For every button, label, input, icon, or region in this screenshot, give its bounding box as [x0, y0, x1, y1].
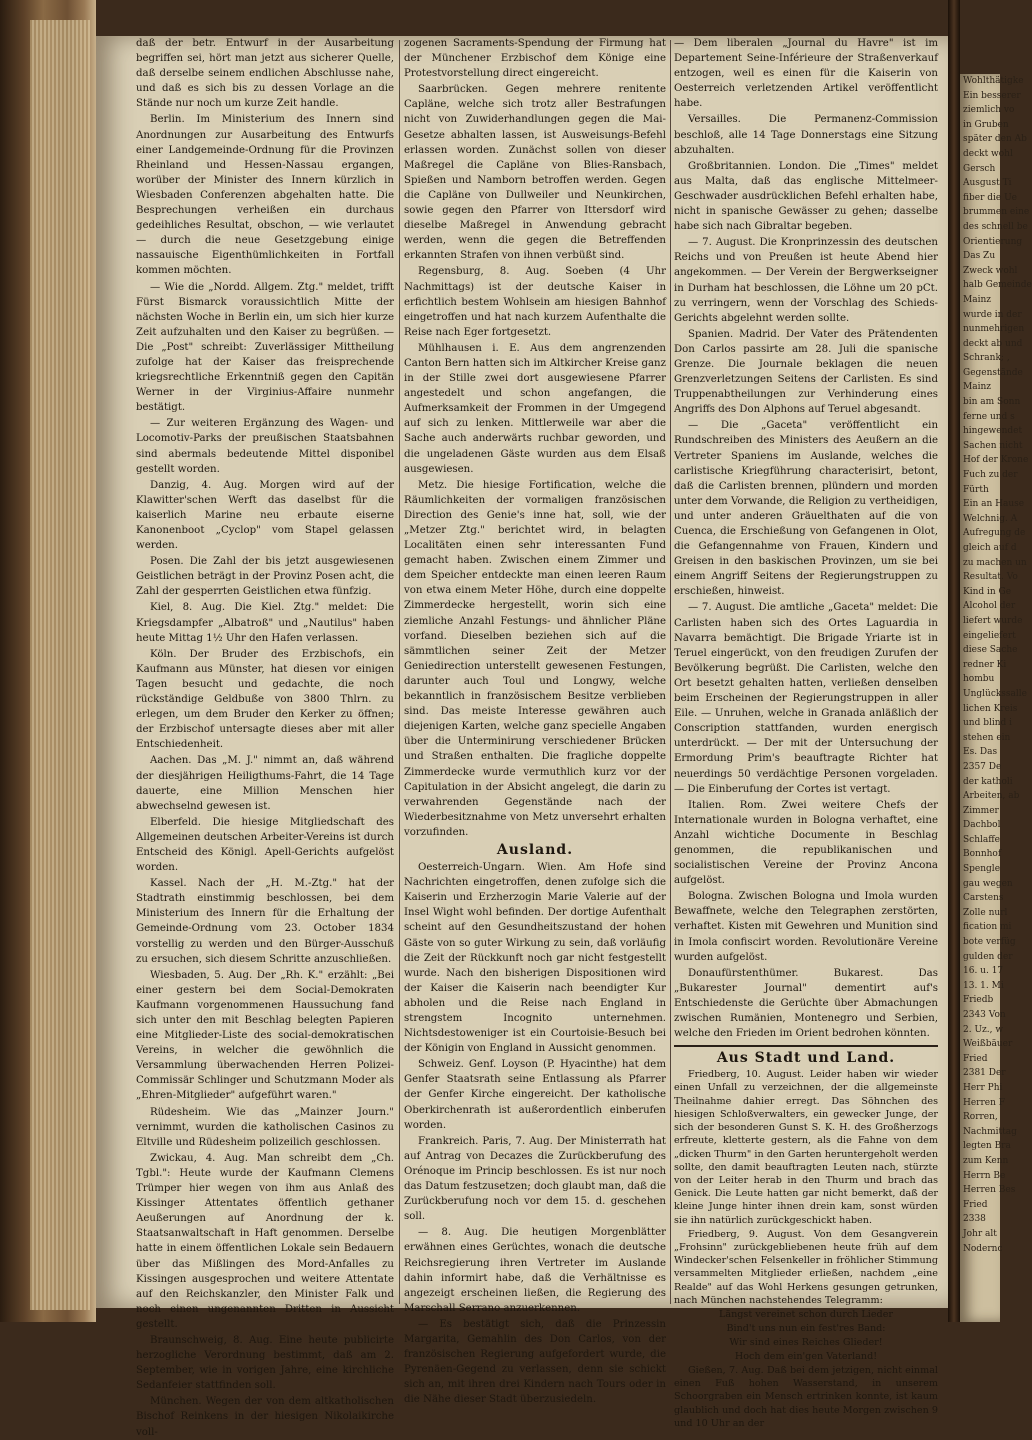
adjacent-page-line: Es. Das — [963, 747, 998, 758]
column-3 — [674, 36, 938, 1429]
column-1 — [136, 36, 394, 1438]
adjacent-page-line: hingewendet — [963, 426, 1023, 437]
adjacent-page-line: Arbeiten, ab — [963, 791, 1020, 802]
article: Regensburg, 8. Aug. Soeben (4 Uhr Nachmittags) ist der deutsche Kaiser in erfichtlich bestem Wohlsein am hiesigen Bahnhof eingetroffen und hat nach kurzem Aufenthalte die Reise nach Eger fortgesetzt. — [404, 266, 666, 338]
section-heading-ausland: Ausland. — [496, 841, 574, 858]
adjacent-page-line: zu machen un — [963, 557, 1027, 568]
adjacent-page-line: brummen eine — [963, 207, 1030, 218]
article: Berlin. Im Ministerium des Innern sind Anordnungen zur Ausarbeitung des Entwurfs einer Landgemeinde-Ordnung für die Provinzen Rheinland und Hessen-Nassau ergangen, worüber der Minister des Innern kürzlich in Wiesbaden Conferenzen abgehalten hatte. Die Besprechungen verheißen ein durchaus gedeihliches Resultat, obschon, — wie verlautet — durch die neue Gesetzgebung einige nassauische Eigenthümlichkeiten in Fortfall kommen möchten. — [136, 114, 394, 277]
adjacent-page-line: gau wegen — [963, 878, 1013, 889]
article: zogenen Sacraments-Spendung der Firmung hat der Münchener Erzbischof dem Könige eine Protestvorstellung direct eingereicht. — [404, 38, 666, 80]
adjacent-page-line: Das Zu — [963, 251, 996, 262]
article: Metz. Die hiesige Fortification, welche die Räumlichkeiten der vormaligen französischen Direction des Genie's inne hat, soll, wie der „Metzer Ztg." berichtet wird, in belagten Localitäten einen sehr interessanten Fund gemacht haben. Zwischen einem Zimmer und dem Speicher entdeckte man einen leeren Raum von etwa einem Meter Höhe, durch eine doppelte Zimmerdecke hergestellt, worin sich eine ziemliche Anzahl Festungs- und ähnlicher Pläne vorfand. Dieselben beziehen sich auf die sämmtlichen seiner Zeit der Metzer Geniedirection unterstellt gewesenen Festungen, darunter auch Toul und Longwy, welche bekanntlich in französischem Besitze verblieben sind. Das meiste Interesse gewähren auch diejenigen Karten, welche ganz specielle Angaben über die Unterminirung verschiedener Brücken und Straßen enthalten. Die fragliche doppelte Zimmerdecke wurde vermuthlich kurz vor der Capitulation in der Absicht angelegt, die darin zu verwahrenden Gegenstände nach der Wiederbesitznahme von Metz unversehrt erhalten vorzufinden. — [404, 479, 666, 838]
adjacent-page-line: 2343 Von — [963, 1010, 1006, 1020]
adjacent-page-line: Zimmer — [963, 805, 999, 816]
article: Versailles. Die Permanenz-Commission beschloß, alle 14 Tage Donnerstags eine Sitzung abzuhalten. — [674, 114, 938, 156]
adjacent-page-line: fication mi — [963, 922, 1012, 933]
adjacent-page-line: Resultat. Vo — [963, 572, 1018, 583]
section-divider — [674, 1045, 938, 1047]
article: Elberfeld. Die hiesige Mitgliedschaft des Allgemeinen deutschen Arbeiter-Vereins ist durch Entscheid des Königl. Apell-Gerichts aufgelöst worden. — [136, 816, 394, 874]
adjacent-page-line: Friedb — [963, 995, 994, 1006]
adjacent-page-line: Nodernc — [963, 1243, 1003, 1254]
article: Köln. Der Bruder des Erzbischofs, ein Kaufmann aus Münster, hat diesen vor einigen Tagen besucht und gedachte, die noch rückständige Geldbuße von 3800 Thlrn. zu erlegen, um dem Bruder den Kerker zu öffnen; der Erzbischof untersagte dieses aber mit aller Entschiedenheit. — [136, 648, 394, 751]
poem-line: Wir sind eines Reiches Glieder! — [729, 1336, 883, 1348]
adjacent-page-line: fiber die Ue — [963, 192, 1017, 203]
article: Spanien. Madrid. Der Vater des Prätendenten Don Carlos passirte am 28. Juli die spanische Grenze. Die Journale beklagen die neuen Grenzverletzungen Seitens der Carlisten. Es sind Truppenabtheilungen zur Verhinderung eines Angriffs des Don Alphons auf Teruel abgesandt. — [674, 328, 938, 416]
adjacent-page-line: liefert wurde — [963, 615, 1023, 626]
adjacent-page-line: 2338 — [963, 1214, 986, 1225]
adjacent-page-fragment — [960, 74, 1032, 1322]
article: Zwickau, 4. Aug. Man schreibt dem „Ch. Tgbl.": Heute wurde der Kaufmann Clemens Trümper hier wegen von ihm aus Anlaß des Kissinger Attentates öffentlich gethaner Aeußerungen auf Anordnung der k. Staatsanwaltschaft in Haft genommen. Derselbe hatte in einem öffentlichen Lokale sein Bedauern über das Mißlingen des Mord-Anfalles zu Kissingen ausgesprochen und weitere Attentate auf den Reichskanzler, den Minister Falk und noch einen ungenannten Dritten in Aussicht gestellt. — [136, 1152, 394, 1330]
adjacent-page-line: gleich auf d — [963, 543, 1017, 553]
article: — 7. August. Die Kronprinzessin des deutschen Reichs und von Preußen ist heute Abend hier angekommen. — Der Verein der Bergwerkseigner in Durham hat beschlossen, die Löhne um 20 pCt. zu verringern, wenn der Vorschlag des Schieds-Gerichts abgelehnt werden sollte. — [674, 237, 938, 324]
adjacent-page-line: halb Gemeinde — [963, 280, 1032, 291]
adjacent-page-line: Carstens — [963, 893, 1004, 904]
adjacent-page-line: Bonnhof — [963, 849, 1002, 860]
adjacent-page-line: 2. Uz., w — [963, 1024, 1004, 1035]
article: Braunschweig, 8. Aug. Eine heute publicirte herzogliche Verordnung bestimmt, daß am 2. September, wie in vorigen Jahre, eine kirchliche Sedanfeier stattfinden soll. — [136, 1334, 394, 1392]
adjacent-page-line: Herren Bes — [963, 1185, 1016, 1196]
adjacent-page-line: lichen Kreis — [963, 703, 1018, 714]
adjacent-page-line: Hof der Krone — [963, 455, 1029, 466]
adjacent-page-line: Unglückssalle — [963, 688, 1027, 699]
adjacent-page-line: Herren F — [963, 1097, 1006, 1108]
adjacent-page-line: Fried — [963, 1199, 988, 1210]
article: Friedberg, 10. August. Leider haben wir wieder einen Unfall zu verzeichnen, der die allgemeinste Theilnahme dahier erregt. Das Söhnchen des hiesigen Schloßverwalters, ein gewecker Junge, der sich der besonderen Gunst S. K. H. des Großherzogs erfreute, kletterte gestern, als die Fahne von dem „dicken Thurm" in den Garten heruntergeholt werden sollte, den damit beauftragten Leuten nach, stürzte von der Leiter herab in den Thurm und brach das Genick. Die Leute hatten gar nicht bemerkt, daß der kleine Junge hinter ihnen drein kam, sonst würden sie ihn natürlich zurückgeschickt haben. — [674, 1069, 938, 1226]
adjacent-page-line: und blind i — [963, 718, 1013, 729]
adjacent-page-line: Zolle nurl — [963, 907, 1008, 918]
adjacent-page-line: Ein an Hause — [963, 499, 1025, 510]
adjacent-page-line: Weißbäuer — [963, 1039, 1013, 1050]
article: — Die „Gaceta" veröffentlicht ein Rundschreiben des Ministers des Aeußern an die Vertreter Spaniens im Auslande, welches die carlistische Kriegführung characterisirt, betont, daß die Carlisten brennen, plündern und morden unter dem Vorwande, die Religion zu vertheidigen, und unter anderen Gräuelthaten auf die von Cuenca, die Erschießung von Gefangenen in Olot, die Gefangennahme von Frauen, Kindern und Greisen in den baskischen Provinzen, um sie bei einem Angriff Seitens der Regierungstruppen zu erschießen, hinweist. — [674, 420, 938, 598]
article: Gießen, 7. Aug. Daß bei dem jetzigen, nicht einmal einen Fuß hohen Wasserstand, in unserem Schoorgraben ein Mensch ertrinken konnte, ist kaum glaublich und doch hat dies heute Morgen zwischen 9 und 10 Uhr an der — [674, 1364, 938, 1429]
article: Großbritannien. London. Die „Times" meldet aus Malta, daß das englische Mittelmeer-Geschwader ausdrücklichen Befehl erhalten habe, nicht in spanische Gewässer zu gehen; dasselbe habe sich nach Gibraltar begeben. — [674, 160, 938, 233]
adjacent-page-line: Johr alt — [963, 1228, 997, 1239]
article: Saarbrücken. Gegen mehrere renitente Capläne, welche sich trotz aller Bestrafungen nicht von Zuwiderhandlungen gegen die Mai-Gesetze abhalten lassen, ist Ausweisungs-Befehl erlassen worden. Zunächst sollen von dieser Maßregel die Capläne von Blies-Ransbach, Spießen und Namborn betroffen werden. Gegen die Capläne von Dullweiler und Neunkirchen, sowie gegen den Pfarrer von Ittersdorf wird dieselbe Maßregel in Anwendung gebracht werden, wenn die gegen die Betreffenden erkannten Strafen von ihnen verbüßt sind. — [404, 84, 666, 262]
adjacent-page-line: Herrn Be — [963, 1170, 1006, 1181]
poem-line: Längst vereinet schon durch Lieder — [719, 1308, 893, 1320]
column-rule — [399, 40, 400, 1304]
poem-line: Hoch dem ein'gen Vaterland! — [734, 1350, 878, 1362]
adjacent-page-line: Wohlthätigke — [963, 76, 1024, 86]
article: Mühlhausen i. E. Aus dem angrenzenden Canton Bern hatten sich im Altkircher Kreise ganz in der Stille zwei dort ausgewiesene Pfarrer angestedelt und schon angefangen, die Aufmerksamkeit der Frommen in der Umgegend auf sich zu lenken. Mittlerweile war aber die Sache auch anderwärts ruchbar geworden, und die ungeladenen Gäste wurden aus dem Elsaß ausgewiesen. — [404, 342, 666, 475]
adjacent-page-line: Fried — [963, 1053, 988, 1064]
article: Posen. Die Zahl der bis jetzt ausgewiesenen Geistlichen beträgt in der Provinz Posen acht, die Zahl der gesperrten Geistlichen etwa fünfzig. — [136, 556, 394, 598]
adjacent-page-line: 2381 Der — [963, 1068, 1006, 1079]
adjacent-page-line: stehen ein — [963, 732, 1011, 743]
article: Frankreich. Paris, 7. Aug. Der Ministerrath hat auf Antrag von Decazes die Zurückberufung des Orénoque im Princip beschlossen. Es ist nur noch das Datum festzusetzen; doch glaubt man, daß die Zurückberufung noch vor dem 15. d. geschehen soll. — [404, 1135, 666, 1223]
article: daß der betr. Entwurf in der Ausarbeitung begriffen sei, hört man jetzt aus sicherer Quelle, daß derselbe seinem endlichen Abschlusse nahe, und daß es sich bis zu dessen Vorlage an die Stände nur noch um kurze Zeit handle. — [136, 38, 394, 110]
adjacent-page-line: der katholi — [963, 776, 1013, 787]
adjacent-page-line: 16. u. 17 — [963, 966, 1004, 977]
article: Danzig, 4. Aug. Morgen wird auf der Klawitter'schen Werft das daselbst für die kaiserlich Marine neu erbaute eiserne Kanonenboot „Cyclop" vom Stapel gelassen werden. — [136, 479, 394, 552]
poem-line: Bind't uns nun ein fest'res Band: — [726, 1322, 886, 1334]
adjacent-page-line: Schlaffe — [963, 834, 1000, 845]
adjacent-page-line: Kind in Ge — [963, 586, 1012, 597]
adjacent-page-line: bin am Sonn — [963, 397, 1021, 408]
adjacent-page-line: Zweck wohl — [963, 265, 1018, 276]
adjacent-page-line: nunmehrigen — [963, 324, 1025, 335]
adjacent-page-line: Welchnig. A — [963, 513, 1018, 524]
article: Rüdesheim. Wie das „Mainzer Journ." vernimmt, wurden die katholischen Casinos zu Eltville und Rüdesheim polizeilich geschlossen. — [136, 1106, 394, 1148]
article: Italien. Rom. Zwei weitere Chefs der Internationale wurden in Bologna verhaftet, eine Anzahl wichtiche Documente in Beschlag genommen, die republikanischen und socialistischen Vereine der Provinz Ancona aufgelöst. — [674, 799, 938, 887]
adjacent-page-line: deckt ab und — [963, 338, 1023, 349]
adjacent-page-line: 13. 1. Mi — [963, 980, 1004, 991]
adjacent-page-line: ziemlich vo — [963, 105, 1015, 116]
article: Friedberg, 9. August. Von dem Gesangverein „Frohsinn" zurückgebliebenen heute früh auf dem Windecker'schen Felsenkeller in fröhlicher Stimmung versammelten Mitglieder erließen, nachdem „eine Realde" auf das Wohl Herkens gesungen getrunken, nach München nachstehendes Telegramm: — [674, 1228, 938, 1306]
adjacent-page-line: hombu — [963, 674, 995, 685]
adjacent-page-line: redner Ki — [963, 659, 1007, 670]
adjacent-page-line: Fuch zu der — [963, 470, 1018, 481]
adjacent-page-line: Mainz — [963, 294, 991, 305]
article: Donaufürstenthümer. Bukarest. Das „Bukarester Journal" dementirt auf's Entschiedenste die Gerüchte über Abmachungen zwischen Rumänien, Montenegro und Serbien, welche den Frieden im Orient bedrohen könnten. — [674, 967, 938, 1040]
newspaper-page — [96, 36, 948, 1438]
adjacent-page-line: Spengle — [963, 864, 1001, 875]
article: — Es bestätigt sich, daß die Prinzessin Margarita, Gemahlin des Don Carlos, von der französischen Regierung aufgefordert wurde, die Pyrenäen-Gegend zu verlassen, denn sie schickt sich an, mit ihren drei Kindern nach Tours oder in die Nähe dieser Stadt überzusiedeln. — [404, 1318, 666, 1406]
adjacent-page-line: Dachbol — [963, 820, 1001, 831]
adjacent-page-line: 2357 De — [963, 761, 1002, 772]
adjacent-page-line: zum Kenn — [963, 1155, 1009, 1166]
book-page-edge — [0, 0, 96, 1322]
column-2 — [404, 36, 666, 1406]
article: Bologna. Zwischen Bologna und Imola wurden Bewaffnete, welche den Telegraphen zerstörten, verhaftet. Kisten mit Gewehren und Munition sind in Imola confiscirt worden. Revolutionäre Vereine wurden aufgelöst. — [674, 891, 938, 963]
article: Kassel. Nach der „H. M.-Ztg." hat der Stadtrath einstimmig beschlossen, bei dem Ministerium des Innern für die Erhaltung der Gemeinde-Ordnung vom 23. October 1834 vorstellig zu werden und den Bürger-Ausschuß zu ersuchen, sich diesem Schritte anzuschließen. — [136, 878, 394, 965]
adjacent-page-line: Herr Phi — [963, 1082, 1003, 1093]
adjacent-page-line: Mainz — [963, 382, 991, 393]
adjacent-page-line: deckt wohl — [963, 148, 1013, 159]
adjacent-page-line: Sachen nicht — [963, 440, 1023, 451]
article: — Zur weiteren Ergänzung des Wagen- und Locomotiv-Parks der preußischen Staatsbahnen sind abermals bedeutende Mittel disponibel gestellt worden. — [136, 418, 394, 475]
adjacent-page-line: Nachmittag — [963, 1126, 1017, 1137]
adjacent-page-line: Rorren, — [963, 1112, 998, 1123]
adjacent-page-line: legten Bra — [963, 1141, 1011, 1152]
adjacent-page-line: in Gruben — [963, 119, 1009, 130]
adjacent-page-line: Schrank; , — [963, 353, 1010, 364]
article: — 8. Aug. Die heutigen Morgenblätter erwähnen eines Gerüchtes, wonach die deutsche Reichsregierung ihren Vertreter im Auslande dahin informirt habe, daß die Verhältnisse es angezeigt erscheinen ließen, die Regierung des Marschall Serrano anzuerkennen. — [404, 1227, 666, 1314]
adjacent-page-line: Ein besserer — [963, 90, 1021, 101]
article: — Wie die „Nordd. Allgem. Ztg." meldet, trifft Fürst Bismarck voraussichtlich Mitte der nächsten Woche in Berlin ein, um sich hier kurze Zeit aufzuhalten und den Kaiser zu begrüßen. — Die „Post" schreibt: Zuverlässiger Mittheilung zufolge hat der Kaiser das freisprechende kriegsrechtliche Erkenntniß gegen den Capitän Werner in der Virginius-Affaire nunmehr bestätigt. — [136, 281, 394, 414]
article: Kiel, 8. Aug. Die Kiel. Ztg." meldet: Die Kriegsdampfer „Albatroß" und „Nautilus" haben heute Mittag 1½ Uhr den Hafen verlassen. — [136, 602, 394, 644]
article: Oesterreich-Ungarn. Wien. Am Hofe sind Nachrichten eingetroffen, denen zufolge sich die Kaiserin und Erzherzogin Marie Valerie auf der Insel Wight wohl befinden. Der dortige Aufenthalt scheint auf den Gesundheitszustand der hohen Gäste von so guter Wirkung zu sein, daß vorläufig die Zeit der Rückkunft noch gar nicht festgestellt wurde. Nach den bisherigen Dispositionen wird der Kaiser die Kaiserin nach beendigter Kur abholen und die Reise nach England in strengstem Incognito unternehmen. Nichtsdestoweniger ist ein Courtoisie-Besuch bei der Königin von England in Aussicht genommen. — [404, 862, 666, 1055]
section-heading-stadt-und-land: Aus Stadt und Land. — [716, 1050, 896, 1067]
column-rule — [670, 40, 671, 1304]
adjacent-page-line: diese Sache — [963, 645, 1018, 656]
adjacent-page-line: Aufregung de — [963, 528, 1026, 539]
adjacent-page-line: Fürth — [963, 484, 989, 495]
adjacent-page-line: ferne und s — [963, 411, 1015, 422]
article: Wiesbaden, 5. Aug. Der „Rh. K." erzählt: „Bei einer gestern bei dem Social-Demokraten Kaufmann vorgenommenen Haussuchung fand sich unter den mit Beschlag belegten Papieren eine Mitglieder-Liste des social-demokratischen Vereins, in welcher die gewöhnlich die Versammlung überwachenden Herren Polizei-Commissär Schlinger und Schutzmann Moder als „Ehren-Mitglieder" aufgeführt waren." — [136, 969, 394, 1102]
adjacent-page-line: Orientierung — [963, 236, 1023, 247]
article: — 7. August. Die amtliche „Gaceta" meldet: Die Carlisten haben sich des Ortes Laguardia in Navarra bemächtigt. Die Brigade Yriarte ist in Teruel eingerückt, von den freudigen Zurufen der Bevölkerung begrüßt. Die Carlisten, welche den Ort besetzt gehalten hatten, verließen denselben beim Erscheinen der Regierungstruppen in aller Eile. — Unruhen, welche in Granada anläßlich der Conscription stattfanden, wurden energisch unterdrückt. — Der mit der Untersuchung der Ermordung Prim's beauftragte Richter hat neuerdings 50 verdächtige Personen vorgeladen. — Die Einberufung der Cortes ist vertagt. — [674, 602, 938, 795]
adjacent-page-line: des schnell be — [963, 221, 1028, 232]
adjacent-page-line: bote verfüg — [963, 937, 1016, 948]
adjacent-page-line: später den Ab — [963, 134, 1027, 145]
article: Schweiz. Genf. Loyson (P. Hyacinthe) hat dem Genfer Staatsrath seine Entlassung als Pfarrer der Genfer Kirche eingereicht. Der katholische Oberkirchenrath ist außerordentlich einberufen worden. — [404, 1059, 666, 1131]
book-gutter — [948, 0, 960, 1322]
article: Aachen. Das „M. J." nimmt an, daß während der diesjährigen Heiligthums-Fahrt, die 14 Tage dauerte, eine Million Menschen hier abwechselnd gewesen ist. — [136, 755, 394, 812]
adjacent-page-line: eingeliefert — [963, 630, 1016, 641]
adjacent-page-line: Alcohol der — [963, 601, 1016, 612]
adjacent-page-line: Gegenstände — [963, 367, 1023, 378]
adjacent-page-line: Ausgust Ti — [963, 178, 1012, 189]
adjacent-page-line: wurde in der — [963, 309, 1022, 320]
article: München. Wegen der von dem altkatholischen Bischof Reinkens in der hiesigen Nikolaikirche voll- — [136, 1396, 394, 1438]
article: — Dem liberalen „Journal du Havre" ist im Departement Seine-Inférieure der Straßenverkauf entzogen, weil es einen für die Kaiserin von Oesterreich verletzenden Artikel veröffentlicht habe. — [674, 38, 938, 110]
adjacent-page-line: gulden der — [963, 951, 1013, 962]
adjacent-page-line: Gersch — [963, 163, 996, 174]
